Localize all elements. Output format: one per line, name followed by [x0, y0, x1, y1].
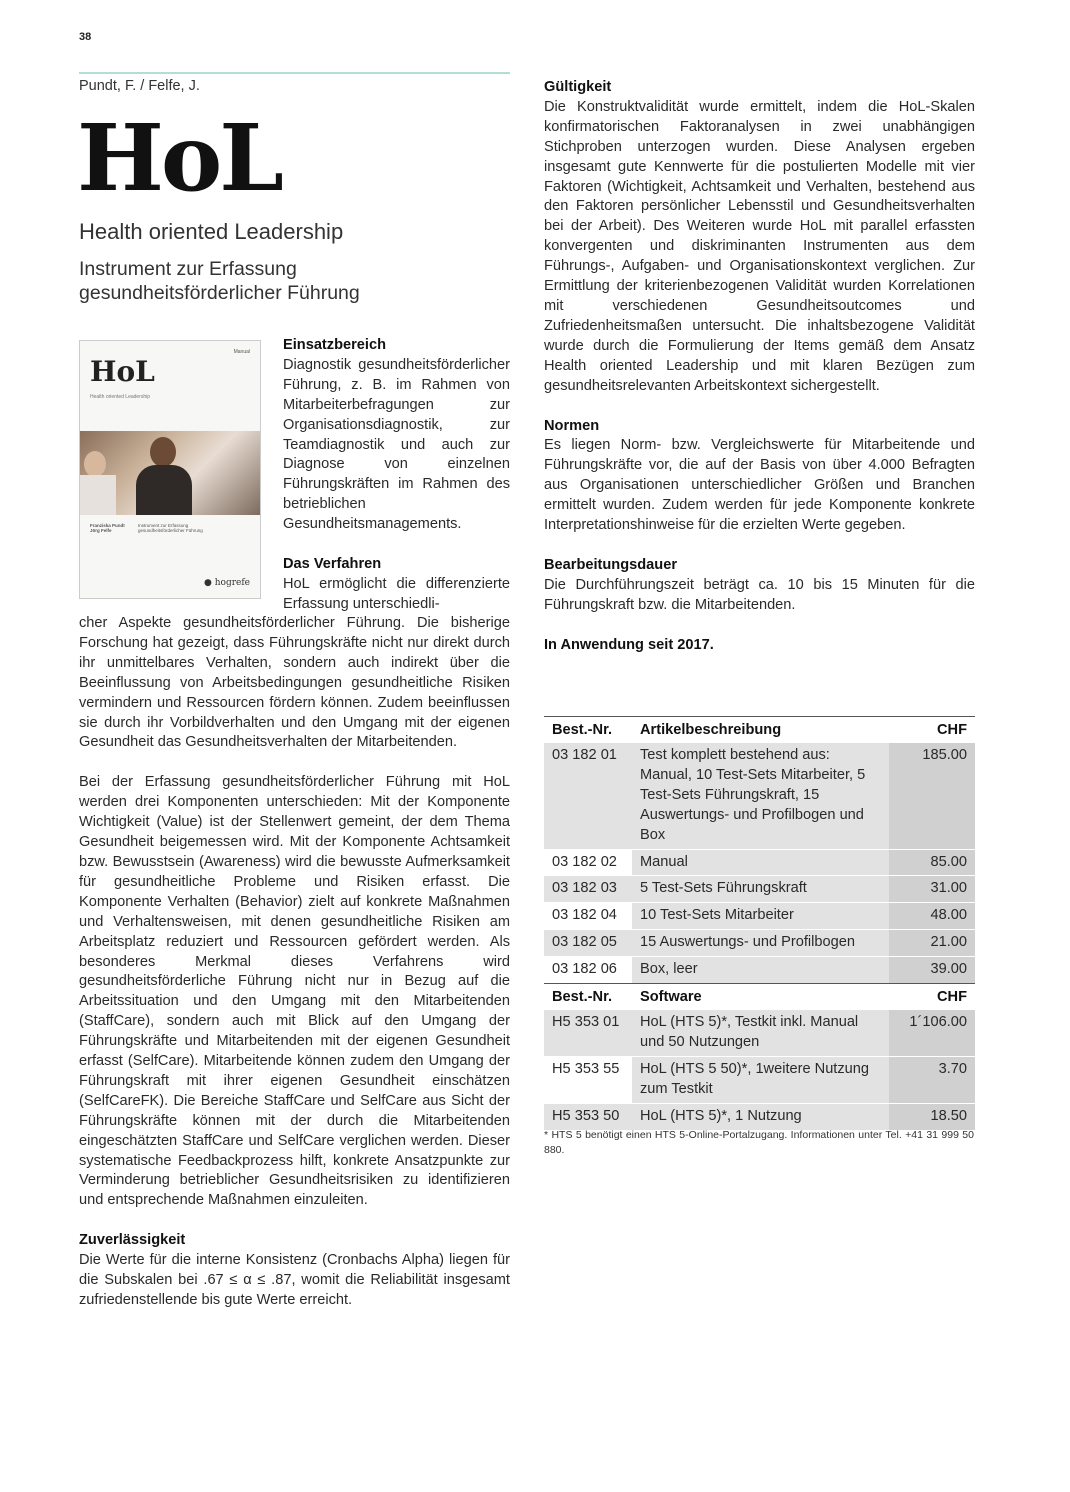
software-header-desc: Software — [632, 984, 889, 1010]
software-header-nr: Best.-Nr. — [544, 984, 632, 1010]
verfahren-section — [79, 614, 510, 1311]
lead-line-2: gesundheitsförderlicher Führung — [79, 282, 360, 304]
price: 48.00 — [889, 903, 975, 930]
gueltigkeit-text: Die Konstruktvalidität wurde ermittelt, indem die HoL-Skalen konfirmatorischen Faktoranalysen in zwei unabhängigen Stichproben unterzogen wurden. Diese Analysen ergeben insgesamt gute Kennwerte für die postulierten Modelle mit vier Faktoren (Wichtigkeit, Achtsamkeit und Verhalten, bestehend aus den Faktoren persönlicher Lebensstil und Gesundheitsverhalten bei der Arbeit). Des Weiteren wurde HoL mit parallel erfassten konvergenten und diskriminanten Instrumenten aus dem Führungs-, Aufgaben- und Organisationskontext verglichen. Zur Ermittlung der kriterienbezogenen Validität wurden Korrelationen mit verschiedenen Gesundheitsoutcomes und Zufriedenheitsmaßen untersucht. Die inhaltsbezogene Validität wurde durch die Formulierung der Items gemäß dem Ansatz Health oriented Leadership und mit klaren Bezügen zum gesundheitsrelevanten Arbeitskontext sichergestellt. — [544, 98, 975, 394]
order-number: 03 182 01 — [544, 743, 632, 850]
table-row — [544, 1103, 975, 1129]
lead-text — [79, 257, 509, 305]
price: 39.00 — [889, 957, 975, 984]
table-row — [544, 1056, 975, 1103]
order-number: H5 353 50 — [544, 1103, 632, 1129]
subtitle: Health oriented Leadership — [79, 219, 344, 244]
price: 185.00 — [889, 743, 975, 850]
einsatzbereich-text: Diagnostik gesundheitsförderlicher Führung, z. B. im Rahmen von Mitarbeiterbefragungen zur Organisationsdiagnostik, zur Teamdiagnostik und auch zur Diagnose von einzelnen Führungskräften im Rahmen des betrieblichen Gesundheitsmanagements. — [283, 356, 510, 533]
page-number: 38 — [79, 31, 92, 43]
article-description: 10 Test-Sets Mitarbeiter — [632, 903, 889, 930]
price: 1´106.00 — [889, 1010, 975, 1057]
article-description: 15 Auswertungs- und Profilbogen — [632, 930, 889, 957]
article-description: Box, leer — [632, 957, 889, 984]
article-description: Test komplett bestehend aus: Manual, 10 Test-Sets Mitarbeiter, 5 Test-Sets Führungskraft, 15 Auswertungs- und Profilbogen und Box — [632, 743, 889, 850]
price: 3.70 — [889, 1056, 975, 1103]
bearbeitungsdauer-text: Die Durchführungszeit beträgt ca. 10 bis 15 Minuten für die Führungskraft bzw. die Mitarbeitenden. — [544, 576, 975, 613]
table-row — [544, 849, 975, 876]
authors: Pundt, F. / Felfe, J. — [79, 78, 200, 94]
table-header-row — [544, 717, 975, 743]
hogrefe-logo: ● hogrefe — [204, 578, 250, 588]
normen-text: Es liegen Norm- bzw. Vergleichswerte für Mitarbeitende und Führungskräfte vor, die auf der Basis von über 4.000 Befragten aus Organisationen unterschiedlicher Größen und Branchen ermittelt wurden. Zudem werden für jede Komponente konkrete Interpretationshinweise für die erzielten Werte gegeben. — [544, 437, 975, 534]
order-number: 03 182 02 — [544, 849, 632, 876]
cover-title: HoL — [90, 355, 155, 388]
software-header-chf: CHF — [889, 984, 975, 1010]
column-header-desc: Artikelbeschreibung — [632, 717, 889, 743]
cover-tagline: Instrument zur Erfassung gesundheitsförderlicher Führung — [138, 523, 203, 533]
software-header-row — [544, 984, 975, 1010]
header-rule — [79, 72, 510, 74]
verfahren-text: cher Aspekte gesundheitsförderlicher Führung. Die bisherige Forschung hat gezeigt, dass Führungskräfte nicht nur direkt durch ihr unmittelbares Verhalten, sondern auch indirekt über die Beeinflussung von Arbeitsbedingungen gesundheitliche Risiken vermindern und Ressourcen fördern können. Zudem beeinflussen sie durch ihr Vorbildverhalten und den Umgang mit der eigenen Gesundheit das Gesundheitsverhalten der Mitarbeitenden. — [79, 615, 510, 751]
right-column — [544, 78, 975, 656]
cover-photo — [80, 431, 260, 515]
bearbeitungsdauer-heading: Bearbeitungsdauer — [544, 556, 677, 573]
table-row — [544, 1010, 975, 1057]
article-description: HoL (HTS 5 50)*, 1weitere Nutzung zum Testkit — [632, 1056, 889, 1103]
zuverlaessigkeit-text: Die Werte für die interne Konsistenz (Cronbachs Alpha) liegen für die Subskalen bei .67 ≤ α ≤ .87, womit die Reliabilität insgesamt zufriedenstellende bis gute Werte erreicht. — [79, 1252, 510, 1308]
footnote: * HTS 5 benötigt einen HTS 5-Online-Portalzugang. Informationen unter Tel. +41 31 999 50 880. — [544, 1129, 974, 1156]
cover-authors: Franziska Pundt Jörg Felfe — [90, 523, 125, 533]
table-row — [544, 930, 975, 957]
normen-heading: Normen — [544, 417, 600, 434]
column-header-chf: CHF — [889, 717, 975, 743]
order-number: 03 182 05 — [544, 930, 632, 957]
price: 21.00 — [889, 930, 975, 957]
table-row — [544, 903, 975, 930]
order-number: 03 182 06 — [544, 957, 632, 984]
price: 31.00 — [889, 876, 975, 903]
verfahren-text-2: Bei der Erfassung gesundheitsförderlicher Führung mit HoL werden drei Komponenten unterschieden: Mit der Komponente Wichtigkeit (Value) ist der Stellenwert gemeint, der dem Thema Gesundheit beigemessen wird. Mit der Komponente Achtsamkeit bzw. Bewusstsein (Awareness) wird die bewusste Aufmerksamkeit für gesundheitliche Probleme und Risiken erfasst. Die Komponente Verhalten (Behavior) zielt auf konkrete Maßnahmen und Verhaltensweisen, mit denen gesundheitliche Risiken am Arbeitsplatz reduziert und Ressourcen gefördert werden. Als besonderes Merkmal dieses Verfahrens wird gesundheitsförderliche Führung nicht nur in Bezug auf die Arbeitssituation und den Umgang mit den Mitarbeitenden (StaffCare), sondern auch mit Blick auf den Umgang der Führungskräfte und Mitarbeitenden mit der eigenen Gesundheit erfasst (SelfCare). Mitarbeitende können zudem den Umgang der Führungskraft mit ihrer eigenen Gesundheit einschätzen (SelfCareFK). Die Bereiche StaffCare und SelfCare aus Sicht der Führungskräfte können mit der durch die Mitarbeitenden eingeschätzten StaffCare und SelfCare verglichen werden. Dieser systematische Feedbackprozess hilft, konkrete Ansatzpunkte zur Verminderung betrieblicher Gesundheitsrisiken zu identifizieren und entsprechende Maßnahmen einzuleiten. — [79, 774, 510, 1209]
page-title: HoL — [77, 104, 281, 212]
order-number: H5 353 01 — [544, 1010, 632, 1057]
article-description: Manual — [632, 849, 889, 876]
table-row — [544, 957, 975, 984]
zuverlaessigkeit-heading: Zuverlässigkeit — [79, 1232, 186, 1249]
price: 85.00 — [889, 849, 975, 876]
order-number: 03 182 04 — [544, 903, 632, 930]
order-number: H5 353 55 — [544, 1056, 632, 1103]
manual-cover-image — [79, 340, 261, 599]
cover-publisher: hogrefe — [214, 578, 250, 588]
verfahren-heading: Das Verfahren — [283, 556, 382, 573]
cover-subtitle: Health oriented Leadership — [90, 394, 151, 400]
order-table — [544, 716, 975, 1130]
table-row — [544, 743, 975, 850]
cover-label: Manual — [233, 349, 250, 355]
verfahren-text-float: HoL ermöglicht die differenzierte Erfassung unterschiedli- — [283, 575, 510, 612]
article-description: 5 Test-Sets Führungskraft — [632, 876, 889, 903]
einsatzbereich-heading: Einsatzbereich — [283, 337, 387, 353]
einsatzbereich-section — [283, 336, 510, 615]
table-row — [544, 876, 975, 903]
column-header-nr: Best.-Nr. — [544, 717, 632, 743]
anwendung-note: In Anwendung seit 2017. — [544, 636, 714, 653]
article-description: HoL (HTS 5)*, 1 Nutzung — [632, 1103, 889, 1129]
price: 18.50 — [889, 1103, 975, 1129]
lead-line-1: Instrument zur Erfassung — [79, 258, 297, 280]
order-number: 03 182 03 — [544, 876, 632, 903]
gueltigkeit-heading: Gültigkeit — [544, 79, 612, 95]
article-description: HoL (HTS 5)*, Testkit inkl. Manual und 50 Nutzungen — [632, 1010, 889, 1057]
